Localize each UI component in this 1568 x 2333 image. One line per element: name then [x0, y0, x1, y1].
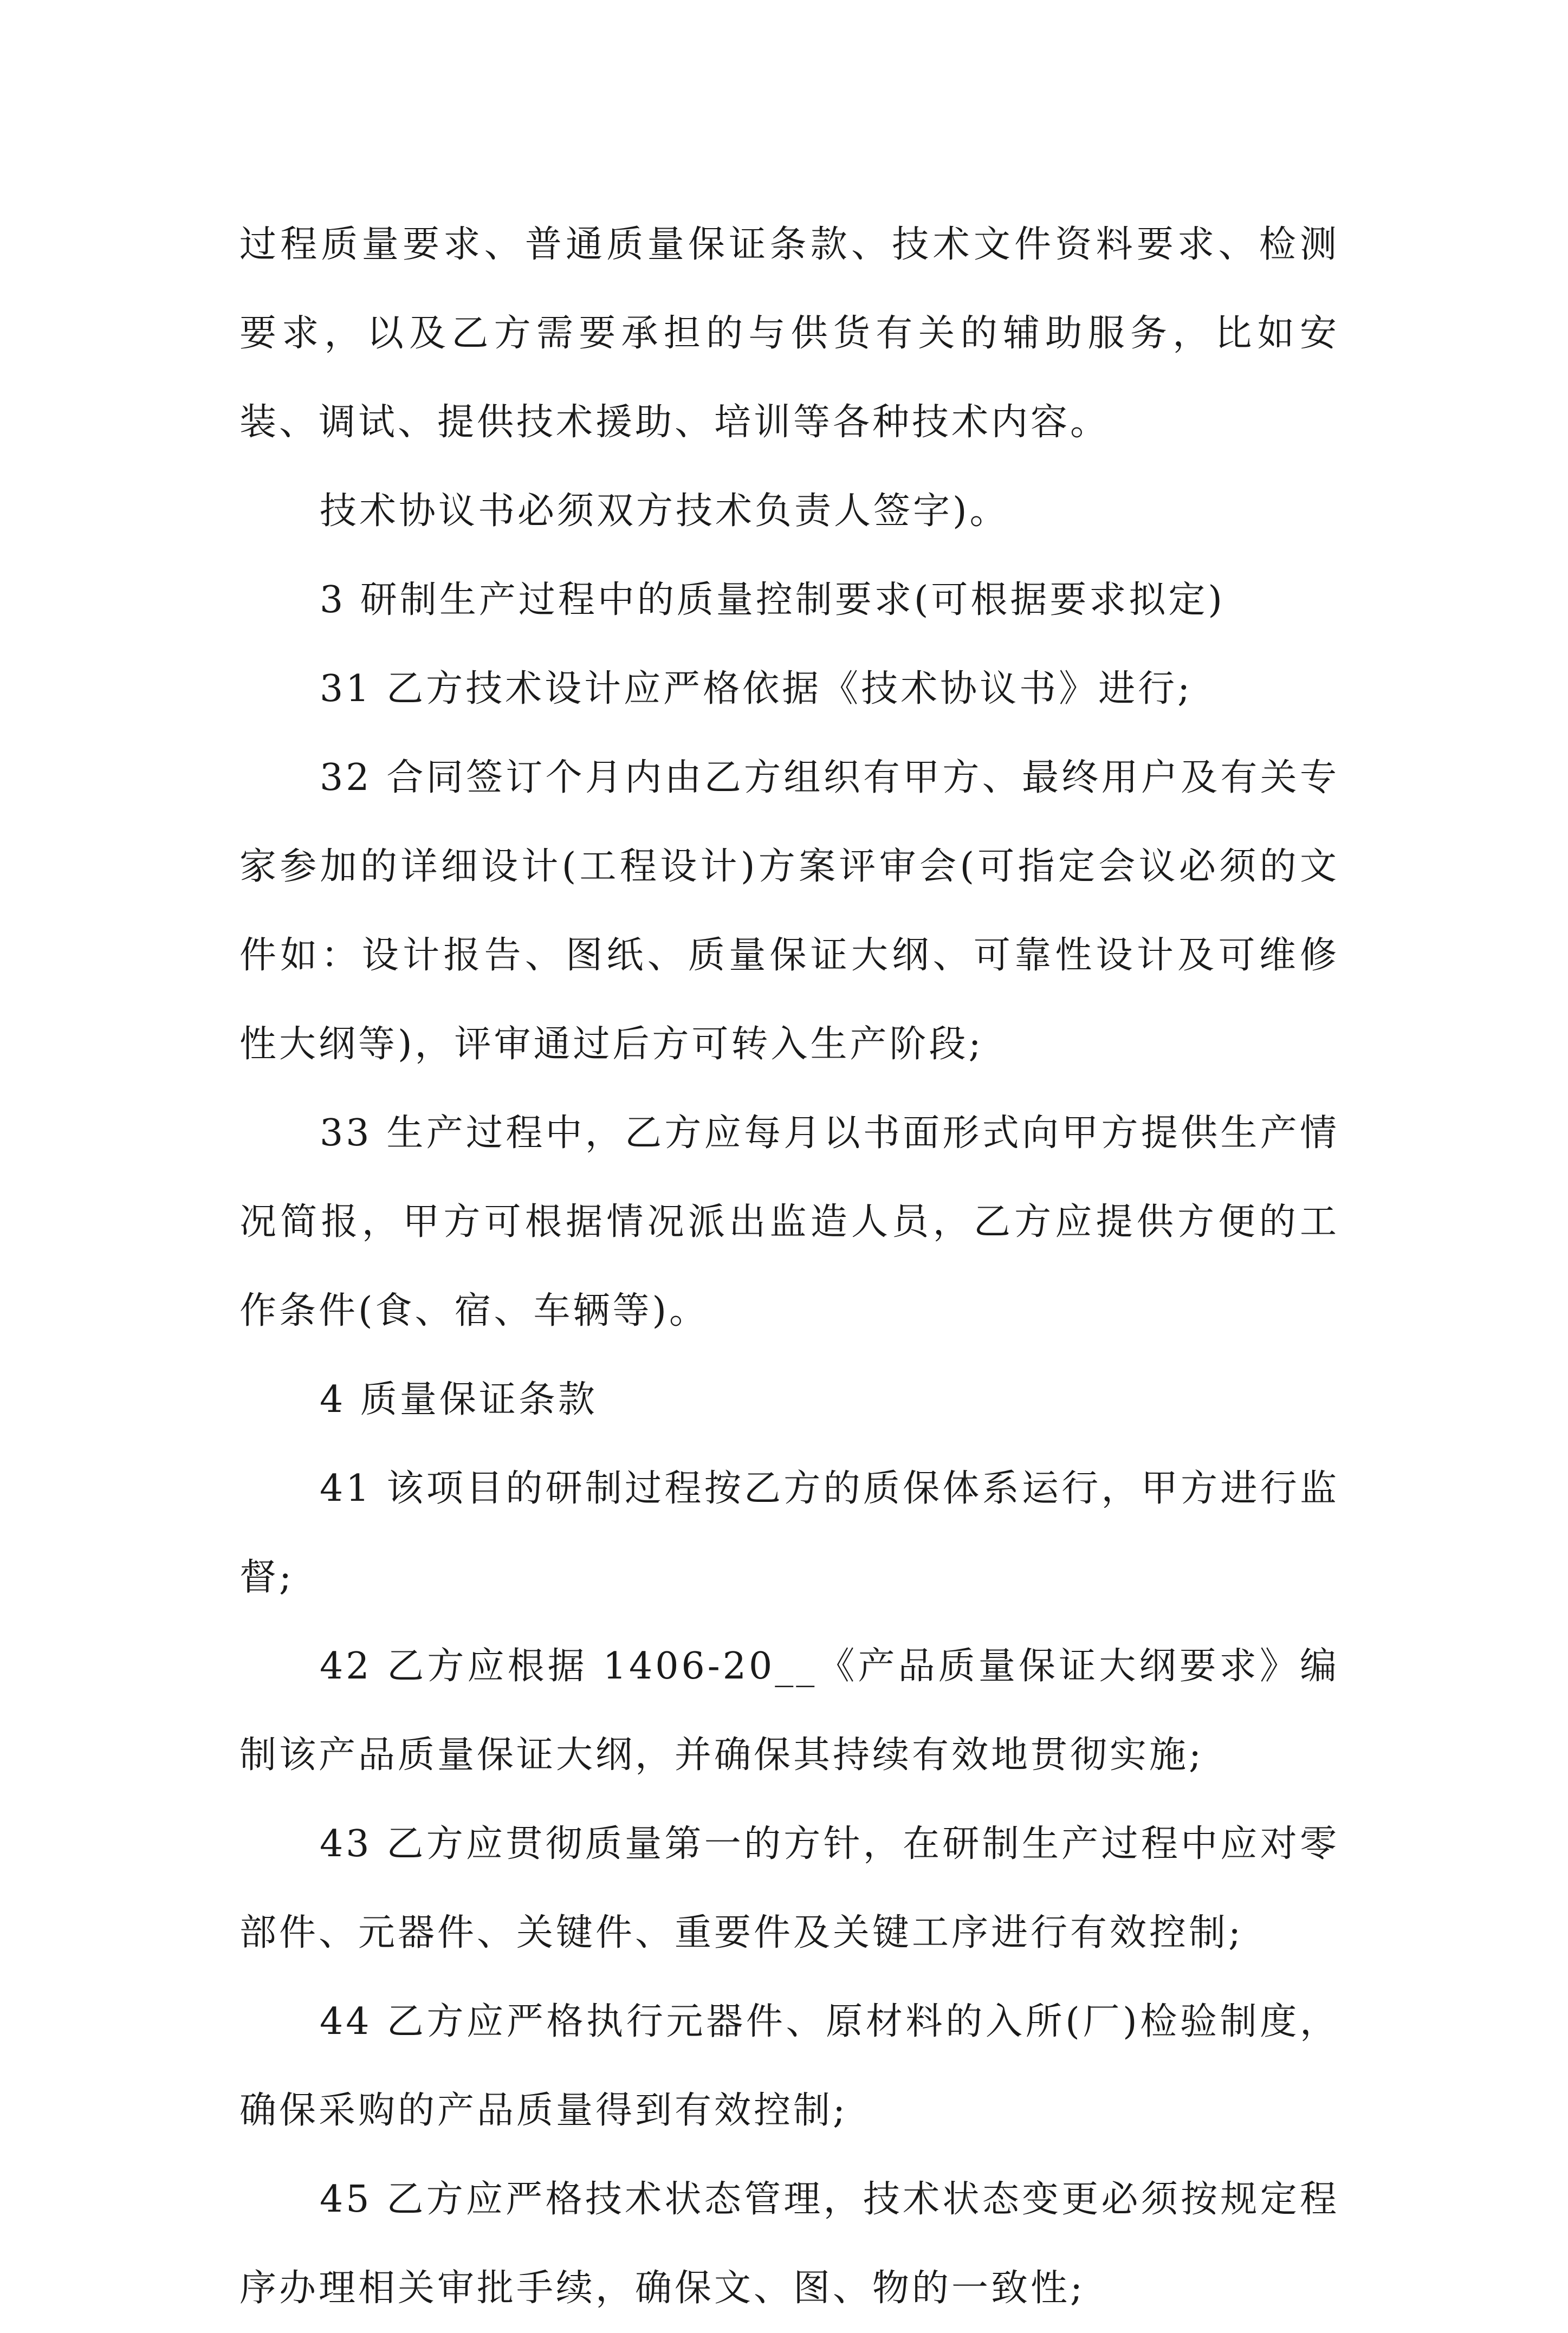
clause-4-3: 43 乙方应贯彻质量第一的方针，在研制生产过程中应对零部件、元器件、关键件、重要件及关键工序进行有效控制;: [239, 1823, 1339, 1954]
clause-4-5: 45 乙方应严格技术状态管理，技术状态变更必须按规定程序办理相关审批手续，确保文、图、物的一致性;: [239, 2178, 1339, 2310]
clause-4-1: 41 该项目的研制过程按乙方的质保体系运行，甲方进行监督;: [239, 1467, 1339, 1599]
section-heading-3: 3 研制生产过程中的质量控制要求(可根据要求拟定): [320, 579, 1225, 621]
clause-3-2: 32 合同签订个月内由乙方组织有甲方、最终用户及有关专家参加的详细设计(工程设计)方案评审会(可指定会议必须的文件如：设计报告、图纸、质量保证大纲、可靠性设计及可维修性大纲等)，评审通过后方可转入生产阶段;: [239, 756, 1339, 1066]
clause-3-3: 33 生产过程中，乙方应每月以书面形式向甲方提供生产情况简报，甲方可根据情况派出监造人员，乙方应提供方便的工作条件(食、宿、车辆等)。: [239, 1112, 1339, 1332]
section-heading-4: 4 质量保证条款: [320, 1378, 598, 1421]
clause-3-1: 31 乙方技术设计应严格依据《技术协议书》进行;: [320, 668, 1193, 710]
clause-4-4: 44 乙方应严格执行元器件、原材料的入所(厂)检验制度，确保采购的产品质量得到有效控制;: [239, 2000, 1339, 2132]
paragraph-2: 技术协议书必须双方技术负责人签字)。: [320, 490, 1009, 533]
paragraph-1: 过程质量要求、普通质量保证条款、技术文件资料要求、检测要求，以及乙方需要承担的与供货有关的辅助服务，比如安装、调试、提供技术援助、培训等各种技术内容。: [239, 223, 1339, 444]
clause-4-2: 42 乙方应根据 1406-20__《产品质量保证大纲要求》编制该产品质量保证大纲，并确保其持续有效地贯彻实施;: [239, 1645, 1339, 1777]
document-body: [239, 200, 1339, 2333]
